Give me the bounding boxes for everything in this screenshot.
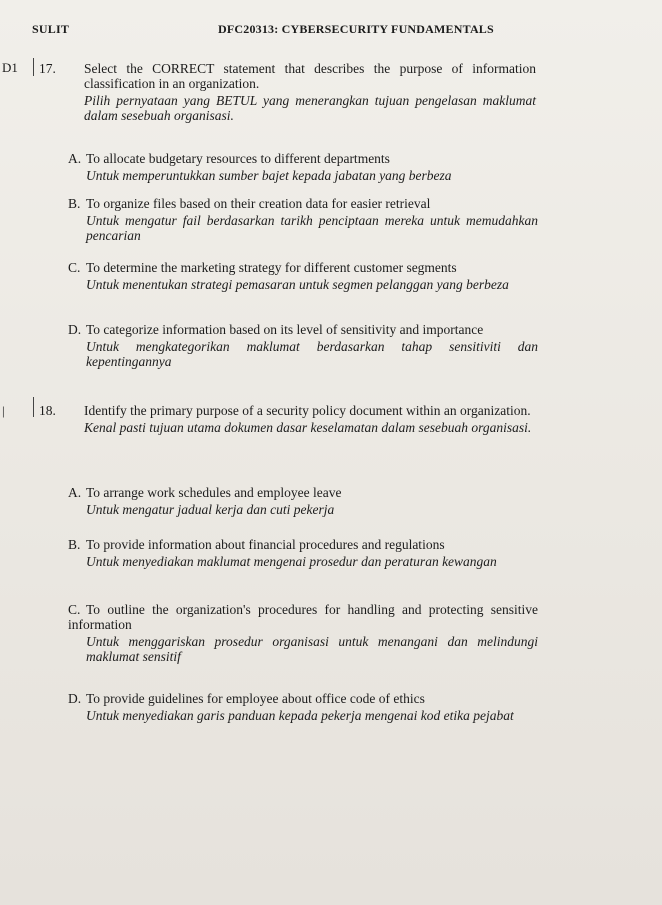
option-label: C.: [68, 260, 81, 275]
question-18-stem: [84, 403, 536, 435]
option-label: D.: [68, 322, 82, 337]
option-text-en: To arrange work schedules and employee leave: [86, 485, 342, 500]
question-18-stem-en: Identify the primary purpose of a security policy document within an organization.: [84, 403, 531, 418]
option-text-ms: Untuk memperuntukkan sumber bajet kepada jabatan yang berbeza: [86, 168, 452, 183]
option-text-en: To outline the organization's procedures for handling and protecting sensitive information: [68, 602, 538, 632]
header-course-title: DFC20313: CYBERSECURITY FUNDAMENTALS: [218, 22, 494, 36]
option-text-ms: Untuk mengkategorikan maklumat berdasarkan tahap sensitiviti dan kepentingannya: [86, 339, 538, 369]
option-label: D.: [68, 691, 82, 706]
option-label: A.: [68, 485, 82, 500]
question-17-option-b: [68, 196, 538, 243]
header-sulit: SULIT: [32, 22, 70, 36]
margin-mark-q17: D1: [2, 60, 18, 75]
question-18-option-d: [68, 691, 538, 723]
option-text-ms: Untuk menggariskan prosedur organisasi untuk menangani dan melindungi maklumat sensitif: [86, 634, 538, 664]
question-17-stem: [84, 61, 536, 123]
question-17-option-d: [68, 322, 538, 369]
question-17-option-c: [68, 260, 538, 292]
option-text-en: To provide information about financial procedures and regulations: [86, 537, 445, 552]
question-17-stem-en: Select the CORRECT statement that describes the purpose of information classification in an organization.: [84, 61, 536, 91]
option-label: C.: [68, 602, 81, 617]
option-text-en: To determine the marketing strategy for different customer segments: [86, 260, 457, 275]
option-text-en: To provide guidelines for employee about office code of ethics: [86, 691, 425, 706]
option-text-ms: Untuk menentukan strategi pemasaran untuk segmen pelanggan yang berbeza: [86, 277, 509, 292]
question-18-number: 18.: [39, 403, 56, 418]
question-18-option-a: [68, 485, 538, 517]
question-17-number: 17.: [39, 61, 56, 76]
margin-mark-q18: |: [2, 403, 5, 418]
option-label: B.: [68, 537, 81, 552]
margin-line-q18: [33, 397, 34, 417]
option-text-ms: Untuk menyediakan maklumat mengenai prosedur dan peraturan kewangan: [86, 554, 497, 569]
question-18-option-b: [68, 537, 538, 569]
question-17-stem-ms: Pilih pernyataan yang BETUL yang menerangkan tujuan pengelasan maklumat dalam sesebuah organisasi.: [84, 93, 536, 123]
option-text-ms: Untuk menyediakan garis panduan kepada pekerja mengenai kod etika pejabat: [86, 708, 514, 723]
option-text-en: To organize files based on their creation data for easier retrieval: [86, 196, 431, 211]
margin-line-q17: [33, 58, 34, 76]
question-18-option-c: [68, 602, 538, 664]
option-text-ms: Untuk mengatur fail berdasarkan tarikh penciptaan mereka untuk memudahkan pencarian: [86, 213, 538, 243]
option-label: A.: [68, 151, 82, 166]
option-label: B.: [68, 196, 81, 211]
option-text-ms: Untuk mengatur jadual kerja dan cuti pekerja: [86, 502, 335, 517]
option-text-en: To categorize information based on its level of sensitivity and importance: [86, 322, 484, 337]
option-text-en: To allocate budgetary resources to different departments: [86, 151, 390, 166]
question-17-option-a: [68, 151, 538, 183]
question-18-stem-ms: Kenal pasti tujuan utama dokumen dasar keselamatan dalam sesebuah organisasi.: [84, 420, 532, 435]
